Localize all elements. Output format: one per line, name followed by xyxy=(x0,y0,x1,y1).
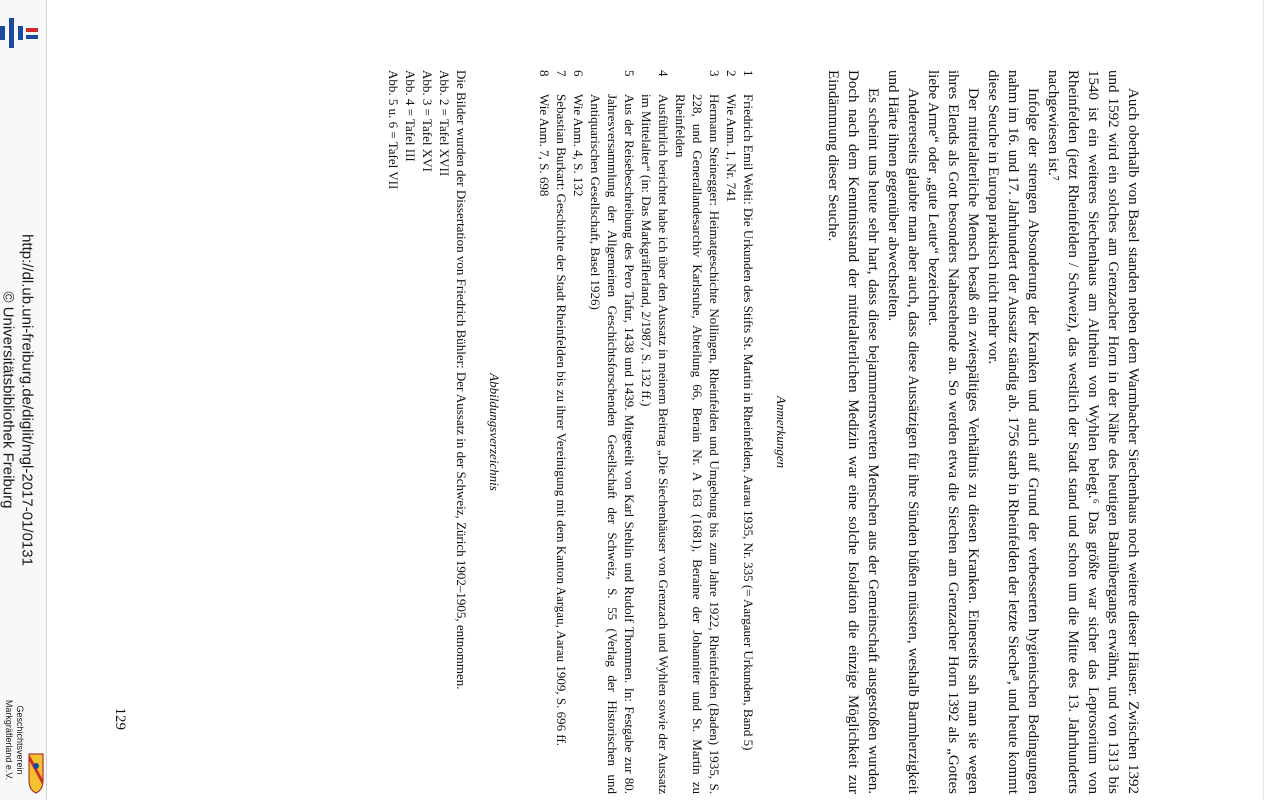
copyright-notice: © Universitätsbibliothek Freiburg xyxy=(0,291,17,509)
footnote xyxy=(638,70,672,794)
body-paragraph: Andererseits glaubte man aber auch, dass diese Aussätzigen für ihre Sünden büßen müssten, weshalb Barmherzigkeit und Härte ihnen gegenüber abwechselten. xyxy=(885,70,921,794)
footnote xyxy=(570,70,587,794)
footnote xyxy=(723,70,740,794)
footnote-number: 5 xyxy=(622,70,637,77)
publisher-name: Geschichtsverein xyxy=(15,705,25,775)
figure-reference: Abb. 3 = Tafel XVI xyxy=(420,70,435,172)
document-url[interactable]: http://dl.ub.uni-freiburg.de/diglit/mgl-2017-01/0131 xyxy=(18,234,36,566)
footnote-text: Aus der Reisebeschreibung des Pero Tafur, 1438 und 1439. Mitgeteilt von Karl Stehlin und Rudolf Thommen. In: Festgabe zur 80. Jahresversammlung der Allgemeinen Geschichtsforschenden Gesellschaft der Schweiz, S. 55 (Verlag der Historischen und Antiquarischen Gesellschaft, Basel 1926) xyxy=(588,94,637,794)
publisher-name-line2: Markgräflerland e.V. xyxy=(4,699,14,781)
footnote xyxy=(536,70,553,794)
body-paragraph: Der mittelalterliche Mensch besaß ein zwiespältiges Verhältnis zu diesen Kranken. Einerseits sah man sie wegen ihres Elends als Gott besonders Nahestehende an. So werden etwa die Siechen am Grenzacher Horn 1392 als „Gottes liebe Arme“ oder „gute Leute“ bezeichnet. xyxy=(925,70,981,794)
footnote xyxy=(672,70,723,794)
footnote xyxy=(740,70,757,794)
notes-heading: Anmerkungen xyxy=(774,395,789,469)
rotated-page xyxy=(65,0,1215,800)
figures-intro: Die Bilder wurden der Dissertation von Friedrich Bühler: Der Aussatz in der Schweiz, Zürich 1902–1905, entnommen. xyxy=(454,70,469,690)
figures-heading: Abbildungsverzeichnis xyxy=(487,373,502,491)
footnote-number: 8 xyxy=(537,70,552,77)
footnote-text: Wie Anm. 1, Nr. 741 xyxy=(724,94,739,203)
footnote-number: 4 xyxy=(656,70,671,77)
page-number: 129 xyxy=(112,707,128,730)
figure-reference: Abb. 2 = Tafel XVII xyxy=(437,70,452,177)
footnote-text: Wie Anm. 4, S. 132 xyxy=(571,94,586,197)
adjacent-page-edge[interactable] xyxy=(1263,0,1274,800)
footnote-text: Ausführlich berichtet habe ich über den Aussatz in meinem Beitrag „Die Siechenhäuser von Grenzach und Wyhlen sowie der Aussatz im Mittelalter“ (in: Das Markgräflerland, 2/1987, S. 132 ff.) xyxy=(639,94,671,794)
document-page-viewport xyxy=(40,0,1240,800)
footnote-number: 3 xyxy=(707,70,722,77)
footnote xyxy=(553,70,570,794)
footnote xyxy=(587,70,638,794)
ub-logo-icon[interactable] xyxy=(0,14,40,52)
footnote-number: 2 xyxy=(724,70,739,77)
body-paragraph: Infolge der strengen Absonderung der Kranken und auch auf Grund der verbesserten hygienischen Bedingungen nahm im 16. und 17. Jahrhundert der Aussatz ständig ab. 1756 starb in Rheinfelden der letzte Sieche⁸, und heute kommt diese Seuche in Europa praktisch nicht mehr vor. xyxy=(985,70,1041,794)
footnote-number: 7 xyxy=(554,70,569,77)
body-paragraph: Es scheint uns heute sehr hart, dass diese bejammernswerten Menschen aus der Gemeinschaft ausgestoßen wurden. Doch nach dem Kenntnisstand der mittelalterlichen Medizin war eine solche Isolation die einzige Möglichkeit zur Eindämmung dieser Seuche. xyxy=(825,70,881,794)
footnote-text: Sebastian Burkart: Geschichte der Stadt Rheinfelden bis zu ihrer Vereinigung mit dem Kanton Aargau, Aarau 1909, S. 696 ff. xyxy=(554,94,569,747)
footnote-text: Hermann Steinegger: Heimatgeschichte Nollingen, Rheinfelden und Umgebung bis zum Jahre 1922, Rheinfelden (Baden) 1935, S. 228, und Generallandesarchiv Karlsruhe, Abteilung 66, Berain Nr. A 163 (1681), Beraine der Johanniter und St. Martin zu Rheinfelden xyxy=(673,94,722,794)
footnote-number: 6 xyxy=(571,70,586,77)
figure-reference: Abb. 5 u. 6 = Tafel VII xyxy=(386,70,401,190)
figure-reference: Abb. 4 = Tafel III xyxy=(403,70,418,162)
footnote-number: 1 xyxy=(741,70,756,77)
footnote-text: Friedrich Emil Welti: Die Urkunden des Stifts St. Martin in Rheinfelden, Aarau 1935, Nr. 335 (= Aargauer Urkunden, Band 5) xyxy=(741,94,756,751)
footnote-text: Wie Anm. 7, S. 698 xyxy=(537,94,552,197)
body-paragraph: Auch oberhalb von Basel standen neben dem Warmbacher Siechenhaus noch weitere dieser Häuser. Zwischen 1392 und 1592 wird ein solches am Grenzacher Horn in der Nähe des heutigen Bahnübergangs erwähnt, und von 1313 bis 1540 ist ein weiteres Siechenhaus am Altrhein von Wyhlen belegt.⁶ Das größte war sicher das Leprosorium von Rheinfelden (jetzt Rheinfelden / Schweiz), das westlich der Stadt stand und schon um die Mitte des 13. Jahrhunderts nachgewiesen ist.⁷ xyxy=(1045,70,1141,794)
